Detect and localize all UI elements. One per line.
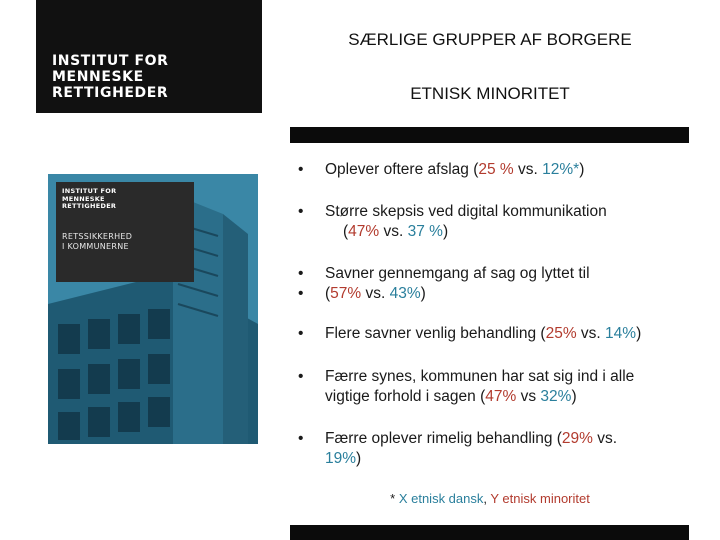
cover-org-name [62, 188, 116, 211]
bullet-3-values: (57% vs. 43%) [325, 285, 426, 302]
bullet-6-line-2: 19%) [325, 450, 362, 467]
bullet-dot: • [298, 368, 304, 385]
footnote-legend: * X etnisk dansk, Y etnisk minoritet [390, 491, 590, 506]
bullet-5-line-2: vigtige forhold i sagen (47% vs 32%) [325, 388, 577, 405]
cover-title-panel [56, 182, 194, 282]
slide-subtitle: ETNISK MINORITET [410, 84, 570, 103]
logo-line-1: INSTITUT FOR [52, 53, 169, 69]
cover-title-line-1: RETSSIKKERHED [62, 232, 133, 241]
bullet-2-text: Større skepsis ved digital kommunikation [325, 203, 607, 220]
cover-title-line-2: I KOMMUNERNE [62, 241, 129, 251]
bullet-dot: • [298, 265, 304, 282]
institute-logo [36, 0, 262, 113]
slide-title: SÆRLIGE GRUPPER AF BORGERE [348, 30, 632, 49]
bullet-dot: • [298, 161, 304, 178]
bullet-3 [298, 264, 698, 304]
bottom-divider-bar [290, 525, 689, 540]
bullet-6 [298, 429, 698, 469]
bullet-5-line-1: Færre synes, kommunen har sat sig ind i alle [325, 368, 635, 385]
bullet-dot: • [298, 285, 304, 302]
cover-org-line-3: RETTIGHEDER [62, 202, 117, 210]
logo-line-2: MENNESKE [52, 69, 144, 85]
cover-org-line-1: INSTITUT FOR [62, 187, 117, 195]
legend-x: X etnisk dansk [398, 491, 484, 506]
bullet-2-values: (47% vs. 37 %) [343, 223, 449, 240]
bullet-dot: • [298, 430, 304, 447]
bullet-4 [298, 324, 698, 344]
bullet-1 [298, 160, 698, 180]
bullet-4-text: Flere savner venlig behandling (25% vs. 14%) [325, 325, 642, 342]
bullet-2 [298, 202, 698, 242]
top-divider-bar [290, 127, 689, 143]
bullet-1-text: Oplever oftere afslag (25 % vs. 12%*) [325, 161, 585, 178]
bullet-6-line-1: Færre oplever rimelig behandling (29% vs. [325, 430, 618, 447]
cover-report-title [62, 232, 132, 251]
bullet-3-text: Savner gennemgang af sag og lyttet til [325, 265, 590, 282]
bullet-5 [298, 367, 698, 407]
cover-org-line-2: MENNESKE [62, 194, 105, 203]
legend-y: Y etnisk minoritet [490, 491, 590, 506]
bullet-dot: • [298, 325, 304, 342]
bullet-dot: • [298, 203, 304, 220]
logo-line-3: RETTIGHEDER [52, 85, 169, 101]
report-cover-image [48, 174, 258, 444]
